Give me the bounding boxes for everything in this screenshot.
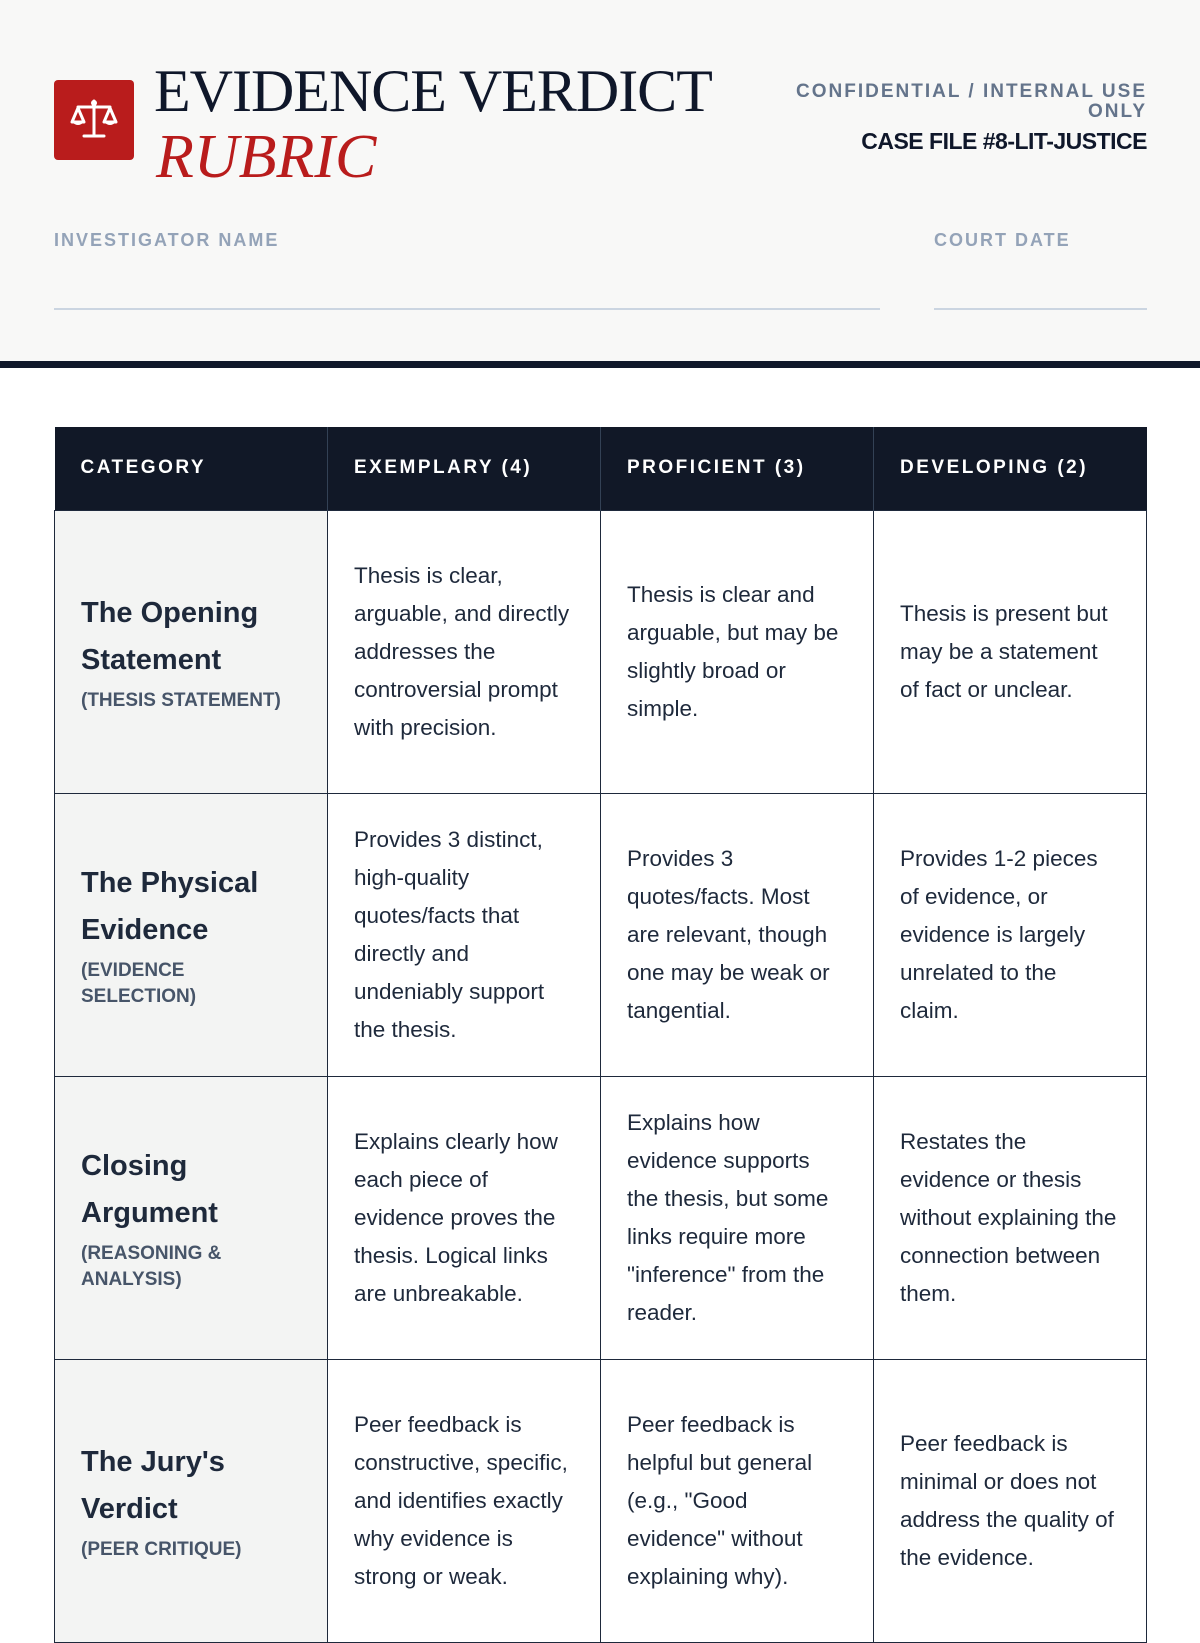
table-row: [55, 510, 1147, 793]
category-title: The Jury's Verdict: [81, 1445, 225, 1525]
proficient-cell: Thesis is clear and arguable, but may be slightly broad or simple.: [601, 510, 874, 793]
header-exemplary: EXEMPLARY (4): [328, 427, 601, 510]
rubric-table-container: [54, 427, 1147, 1643]
table-row: [55, 793, 1147, 1076]
category-cell: [55, 1076, 328, 1359]
table-row: [55, 1076, 1147, 1359]
category-subtitle: (THESIS STATEMENT): [81, 689, 281, 711]
court-date-field[interactable]: [934, 308, 1147, 310]
header-proficient: PROFICIENT (3): [601, 427, 874, 510]
header-developing: DEVELOPING (2): [874, 427, 1147, 510]
title-line-1: EVIDENCE VERDICT: [154, 58, 712, 124]
case-file-number: CASE FILE #8-LIT-JUSTICE: [861, 128, 1147, 154]
category-title: The Physical Evidence: [81, 866, 259, 946]
category-subtitle: (PEER CRITIQUE): [81, 1538, 242, 1560]
title-line-2: RUBRIC: [156, 123, 377, 191]
rubric-table: [54, 427, 1147, 1643]
category-subtitle: (EVIDENCE SELECTION): [81, 959, 197, 1007]
confidential-label: CONFIDENTIAL / INTERNAL USE ONLY: [796, 81, 1147, 122]
developing-cell: Provides 1-2 pieces of evidence, or evidence is largely unrelated to the claim.: [874, 793, 1147, 1076]
exemplary-cell: Explains clearly how each piece of evidence proves the thesis. Logical links are unbreakable.: [328, 1076, 601, 1359]
category-subtitle: (REASONING & ANALYSIS): [81, 1242, 222, 1290]
category-title: Closing Argument: [81, 1149, 218, 1229]
category-cell: [55, 510, 328, 793]
header-category: CATEGORY: [55, 427, 328, 510]
exemplary-cell: Thesis is clear, arguable, and directly addresses the controversial prompt with precision.: [328, 510, 601, 793]
category-cell: [55, 793, 328, 1076]
exemplary-cell: Peer feedback is constructive, specific, and identifies exactly why evidence is strong or weak.: [328, 1359, 601, 1642]
exemplary-cell: Provides 3 distinct, high-quality quotes/facts that directly and undeniably support the thesis.: [328, 793, 601, 1076]
developing-cell: Restates the evidence or thesis without explaining the connection between them.: [874, 1076, 1147, 1359]
page-header: [0, 0, 1200, 368]
investigator-name-field[interactable]: [54, 308, 880, 310]
proficient-cell: Peer feedback is helpful but general (e.g., "Good evidence" without explaining why).: [601, 1359, 874, 1642]
logo-badge: [54, 80, 134, 160]
table-header-row: [55, 427, 1147, 510]
proficient-cell: Explains how evidence supports the thesis, but some links require more "inference" from the reader.: [601, 1076, 874, 1359]
proficient-cell: Provides 3 quotes/facts. Most are relevant, though one may be weak or tangential.: [601, 793, 874, 1076]
scales-of-justice-icon: [69, 95, 119, 145]
court-date-label: COURT DATE: [934, 230, 1071, 250]
investigator-name-label: INVESTIGATOR NAME: [54, 230, 280, 250]
developing-cell: Peer feedback is minimal or does not address the quality of the evidence.: [874, 1359, 1147, 1642]
category-title: The Opening Statement: [81, 596, 259, 676]
developing-cell: Thesis is present but may be a statement of fact or unclear.: [874, 510, 1147, 793]
